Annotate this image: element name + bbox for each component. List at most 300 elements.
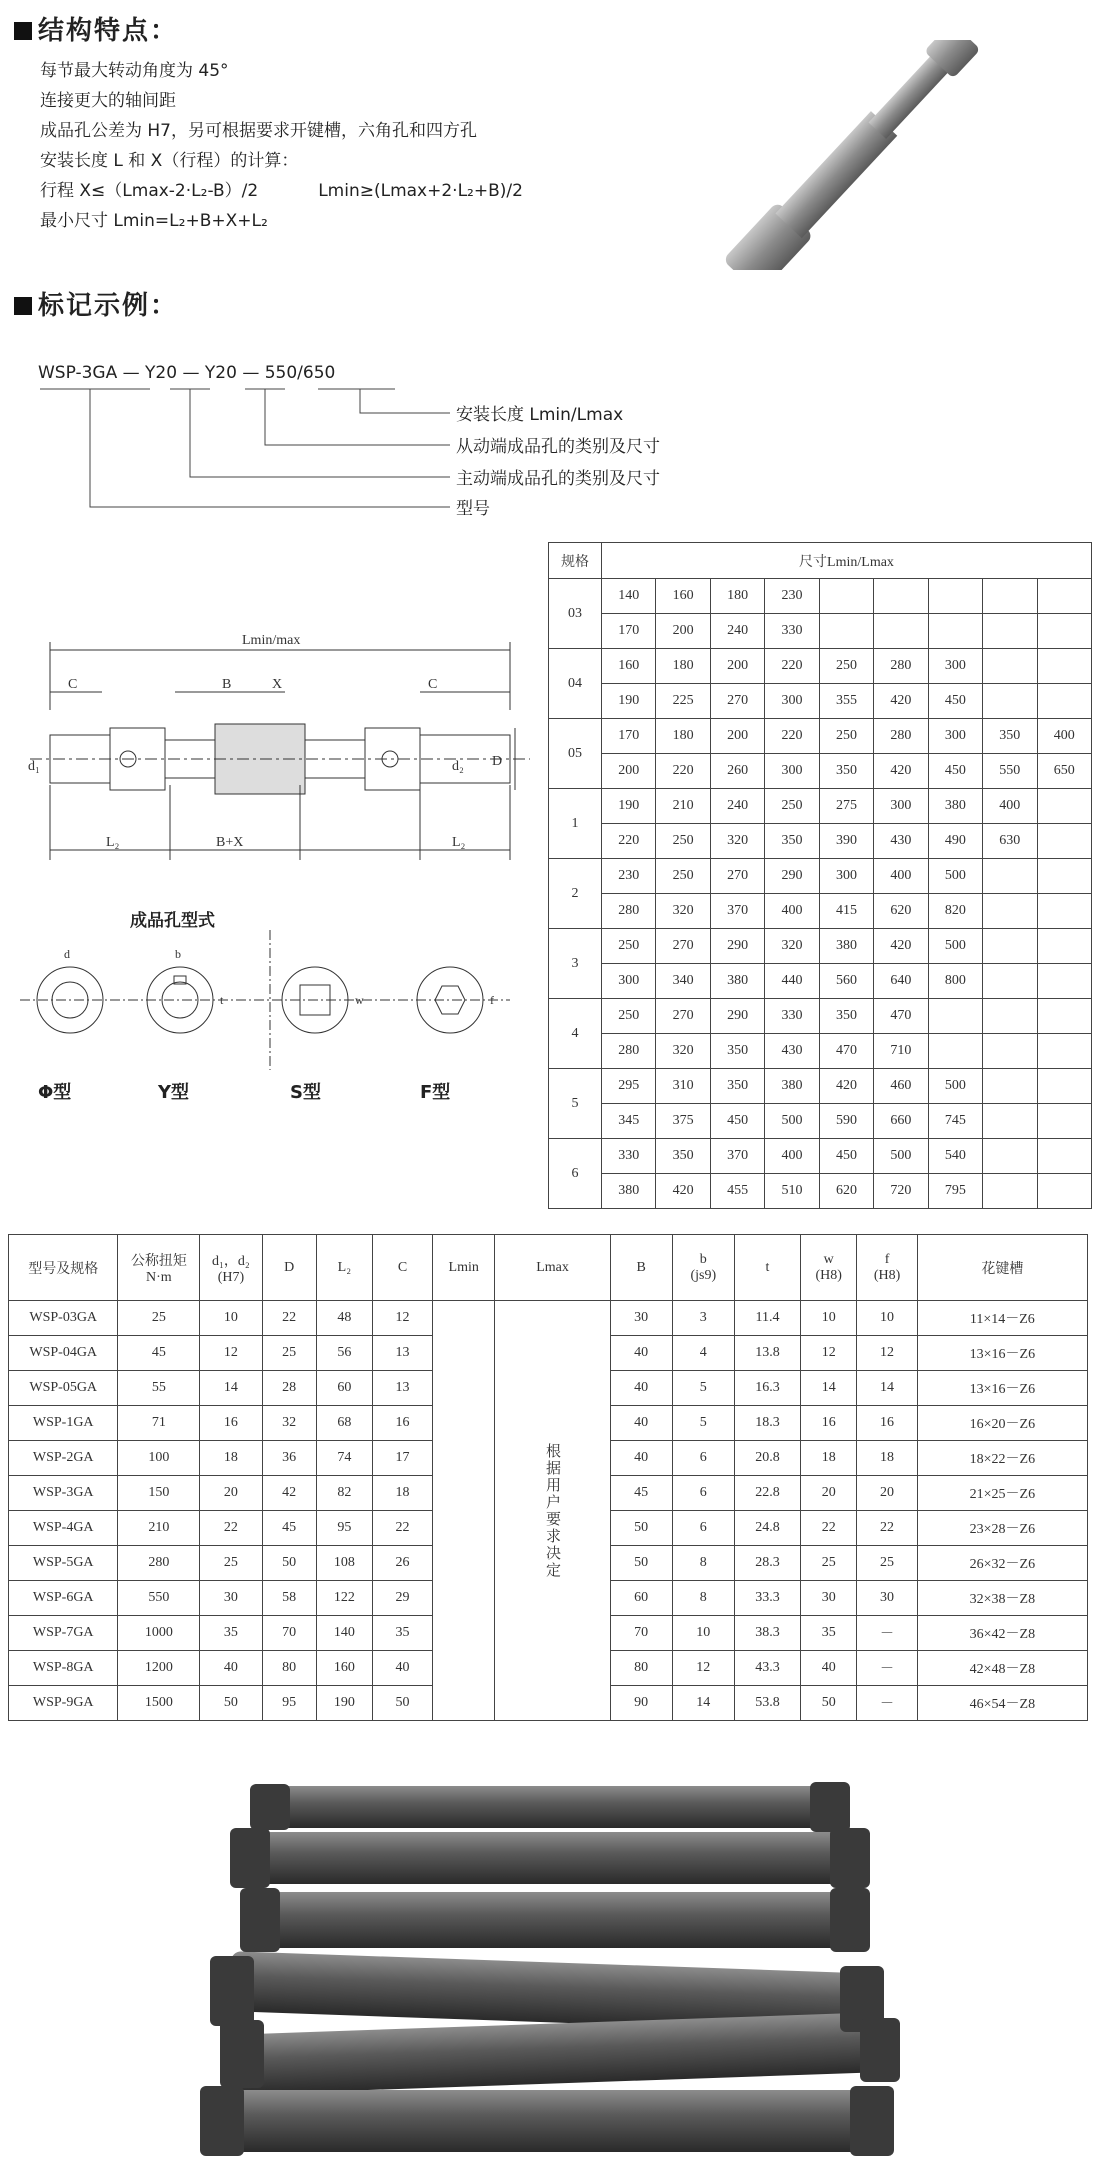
spec-table-cell: 12	[857, 1336, 917, 1371]
size-table-cell: 450	[710, 1104, 764, 1139]
svg-text:w: w	[355, 993, 364, 1007]
size-table-cell: 250	[656, 824, 710, 859]
size-table-cell	[1037, 929, 1092, 964]
spec-table-cell: 10	[672, 1616, 734, 1651]
spec-table-cell: 30	[610, 1301, 672, 1336]
size-table-cell	[1037, 684, 1092, 719]
size-table-cell: 230	[765, 579, 819, 614]
spec-table-cell: 16	[373, 1406, 433, 1441]
size-table-cell: 180	[656, 719, 710, 754]
spec-table-cell: 8	[672, 1546, 734, 1581]
size-table-cell: 415	[819, 894, 873, 929]
size-table-cell	[1037, 999, 1092, 1034]
size-table-cell	[1037, 1069, 1092, 1104]
spec-table-cell: 36×42－Z8	[917, 1616, 1087, 1651]
spec-table-cell: 70	[610, 1616, 672, 1651]
size-table-cell: 390	[819, 824, 873, 859]
spec-table-row	[9, 1301, 1088, 1336]
marking-code: WSP-3GA — Y20 — Y20 — 550/650	[38, 363, 336, 383]
spec-table-header: f (H8)	[857, 1235, 917, 1301]
spec-table-cell: 58	[262, 1581, 316, 1616]
spec-table-cell: 1500	[118, 1686, 200, 1721]
spec-table-cell: 24.8	[734, 1511, 800, 1546]
spec-table-cell: 3	[672, 1301, 734, 1336]
hole-types-caption: 成品孔型式	[130, 911, 215, 931]
size-table-cell: 380	[710, 964, 764, 999]
spec-table-cell: 16	[801, 1406, 857, 1441]
size-table-cell: 380	[819, 929, 873, 964]
size-table-cell: 470	[874, 999, 928, 1034]
spec-table-cell: 33.3	[734, 1581, 800, 1616]
spec-table-cell: 20	[857, 1476, 917, 1511]
size-table-row	[549, 579, 1092, 614]
size-table-cell: 350	[765, 824, 819, 859]
size-table-cell: 225	[656, 684, 710, 719]
spec-table-cell: 45	[262, 1511, 316, 1546]
size-table-cell: 350	[710, 1069, 764, 1104]
size-table-cell: 295	[602, 1069, 656, 1104]
size-table-cell	[1037, 1104, 1092, 1139]
spec-table-cell: 4	[672, 1336, 734, 1371]
size-table-cell: 190	[602, 684, 656, 719]
spec-table-cell: 108	[316, 1546, 372, 1581]
spec-table-cell: 18	[857, 1441, 917, 1476]
size-table-row	[549, 719, 1092, 754]
spec-table-cell: 12	[373, 1301, 433, 1336]
spec-table-cell: 14	[857, 1371, 917, 1406]
size-table-spec: 6	[549, 1139, 602, 1209]
size-table-cell: 370	[710, 1139, 764, 1174]
spec-table-cell: 71	[118, 1406, 200, 1441]
size-table-cell: 230	[602, 859, 656, 894]
spec-table-cell: 18.3	[734, 1406, 800, 1441]
spec-table-cell: 16×20－Z6	[917, 1406, 1087, 1441]
spec-table-cell: －	[857, 1616, 917, 1651]
spec-table-cell: 14	[200, 1371, 262, 1406]
spec-table-cell: 90	[610, 1686, 672, 1721]
spec-table-cell: 40	[610, 1371, 672, 1406]
spec-table-cell: WSP-7GA	[9, 1616, 118, 1651]
spec-table-cell: 10	[857, 1301, 917, 1336]
spec-table-cell: 35	[200, 1616, 262, 1651]
size-table-header-size: 尺寸Lmin/Lmax	[602, 543, 1092, 579]
size-table-cell: 200	[710, 649, 764, 684]
marking-label: 安装长度 Lmin/Lmax	[456, 405, 624, 425]
spec-table-cell: 26	[373, 1546, 433, 1581]
size-table-cell: 470	[819, 1034, 873, 1069]
marking-label: 从动端成品孔的类别及尺寸	[456, 437, 660, 457]
size-table-cell: 270	[656, 999, 710, 1034]
size-table-cell: 220	[602, 824, 656, 859]
size-table-cell	[983, 1174, 1037, 1209]
spec-table-cell: 50	[610, 1511, 672, 1546]
spec-table-cell: 30	[857, 1581, 917, 1616]
spec-table-cell: 13	[373, 1336, 433, 1371]
size-table-cell: 650	[1037, 754, 1092, 789]
size-table-cell: 160	[602, 649, 656, 684]
svg-text:C: C	[68, 677, 78, 692]
size-table-row	[549, 684, 1092, 719]
size-table-cell: 250	[819, 719, 873, 754]
size-table-cell: 400	[765, 1139, 819, 1174]
feature-line: 安装长度 L 和 X（行程）的计算：	[40, 151, 299, 171]
spec-table-cell: 150	[118, 1476, 200, 1511]
spec-table-header: w (H8)	[801, 1235, 857, 1301]
spec-table-cell: WSP-3GA	[9, 1476, 118, 1511]
spec-table-cell: 14	[801, 1371, 857, 1406]
size-table-cell: 300	[765, 754, 819, 789]
spec-table-cell: WSP-4GA	[9, 1511, 118, 1546]
size-table-cell	[983, 614, 1037, 649]
svg-text:B+X: B+X	[216, 835, 244, 850]
size-table-cell: 500	[874, 1139, 928, 1174]
size-table-row	[549, 894, 1092, 929]
size-table-cell: 380	[765, 1069, 819, 1104]
svg-text:b: b	[175, 947, 181, 961]
size-table-cell: 560	[819, 964, 873, 999]
spec-table-cell: 70	[262, 1616, 316, 1651]
size-table-cell	[1037, 824, 1092, 859]
feature-line: 最小尺寸 Lmin=L₂+B+X+L₂	[40, 211, 268, 231]
size-table-cell: 710	[874, 1034, 928, 1069]
spec-table-cell: 50	[610, 1546, 672, 1581]
size-table-cell: 200	[710, 719, 764, 754]
spec-table-cell: 16	[857, 1406, 917, 1441]
spec-table-cell: －	[857, 1686, 917, 1721]
spec-table-cell: 8	[672, 1581, 734, 1616]
size-table-row	[549, 1104, 1092, 1139]
spec-table-cell: 28.3	[734, 1546, 800, 1581]
size-table-row	[549, 614, 1092, 649]
size-table-cell	[983, 929, 1037, 964]
spec-table-header: t	[734, 1235, 800, 1301]
size-table-spec: 04	[549, 649, 602, 719]
spec-table-header: D	[262, 1235, 316, 1301]
spec-table-cell: 22	[262, 1301, 316, 1336]
size-table-cell: 350	[819, 754, 873, 789]
spec-table-cell: 18	[801, 1441, 857, 1476]
spec-table-cell: 11×14－Z6	[917, 1301, 1087, 1336]
size-table-cell	[983, 1139, 1037, 1174]
size-table-cell	[1037, 649, 1092, 684]
spec-table-cell: 10	[200, 1301, 262, 1336]
size-table-cell: 450	[928, 684, 982, 719]
size-table-cell: 300	[874, 789, 928, 824]
size-table-cell: 350	[710, 1034, 764, 1069]
spec-table-cell: 50	[200, 1686, 262, 1721]
size-table-cell: 250	[656, 859, 710, 894]
svg-text:L₂: L₂	[106, 835, 120, 850]
size-table-cell: 220	[765, 649, 819, 684]
svg-text:D: D	[492, 754, 503, 769]
size-table-spec: 03	[549, 579, 602, 649]
size-table-cell: 375	[656, 1104, 710, 1139]
spec-table-cell: 18	[373, 1476, 433, 1511]
size-table-cell: 400	[765, 894, 819, 929]
size-table-cell: 460	[874, 1069, 928, 1104]
spec-table-cell: 80	[262, 1651, 316, 1686]
spec-table-cell: 42	[262, 1476, 316, 1511]
spec-table-cell: 10	[801, 1301, 857, 1336]
size-table-cell: 320	[710, 824, 764, 859]
section-title-features: 结构特点：	[14, 10, 178, 47]
spec-table-cell: 16.3	[734, 1371, 800, 1406]
spec-table-cell: 6	[672, 1441, 734, 1476]
size-table-cell: 550	[983, 754, 1037, 789]
spec-table-cell: 36	[262, 1441, 316, 1476]
size-table-row	[549, 999, 1092, 1034]
feature-line: 成品孔公差为 H7，另可根据要求开键槽，六角孔和四方孔	[40, 121, 478, 141]
size-table-cell: 180	[656, 649, 710, 684]
size-table-cell: 210	[656, 789, 710, 824]
spec-table-cell: 30	[200, 1581, 262, 1616]
spec-table-cell: 22	[857, 1511, 917, 1546]
hole-type-label: S型	[290, 1082, 321, 1103]
spec-table-cell: 13.8	[734, 1336, 800, 1371]
size-table-cell: 660	[874, 1104, 928, 1139]
size-table-cell: 250	[819, 649, 873, 684]
spec-table-cell: 40	[610, 1336, 672, 1371]
spec-table-cell: 42×48－Z8	[917, 1651, 1087, 1686]
spec-table-cell: 40	[610, 1406, 672, 1441]
spec-table-cell: 50	[262, 1546, 316, 1581]
spec-table-cell: 6	[672, 1476, 734, 1511]
spec-table-cell: 82	[316, 1476, 372, 1511]
size-table-cell	[1037, 614, 1092, 649]
size-table-cell: 280	[874, 649, 928, 684]
spec-table-cell: 26×32－Z6	[917, 1546, 1087, 1581]
spec-table-cell: WSP-1GA	[9, 1406, 118, 1441]
spec-table-lmin	[433, 1301, 495, 1721]
spec-table-header: Lmin	[433, 1235, 495, 1301]
size-table-cell: 540	[928, 1139, 982, 1174]
size-table-cell: 310	[656, 1069, 710, 1104]
size-table-cell: 270	[656, 929, 710, 964]
size-table-cell: 300	[602, 964, 656, 999]
size-table-cell: 800	[928, 964, 982, 999]
size-table-row	[549, 964, 1092, 999]
hole-type-label: Y型	[158, 1082, 190, 1103]
size-table-cell: 380	[928, 789, 982, 824]
spec-table-cell: WSP-04GA	[9, 1336, 118, 1371]
size-table-cell: 630	[983, 824, 1037, 859]
spec-table-cell: 40	[610, 1441, 672, 1476]
size-table-cell: 450	[819, 1139, 873, 1174]
size-table-cell: 400	[874, 859, 928, 894]
size-table-cell: 420	[874, 929, 928, 964]
size-table-cell	[928, 579, 982, 614]
spec-table-cell: 45	[118, 1336, 200, 1371]
svg-text:d₂: d₂	[452, 759, 464, 774]
size-table-spec: 1	[549, 789, 602, 859]
size-table-cell: 290	[710, 999, 764, 1034]
size-table-cell: 330	[765, 614, 819, 649]
spec-table-cell: 20	[801, 1476, 857, 1511]
spec-table-cell: 16	[200, 1406, 262, 1441]
spec-table-cell: 25	[801, 1546, 857, 1581]
spec-table-cell: 46×54－Z8	[917, 1686, 1087, 1721]
spec-table-cell: 1000	[118, 1616, 200, 1651]
section-title-marking: 标记示例：	[14, 285, 178, 322]
size-table-cell	[1037, 789, 1092, 824]
spec-table-cell: 35	[373, 1616, 433, 1651]
spec-table-cell: WSP-9GA	[9, 1686, 118, 1721]
size-table-cell: 330	[602, 1139, 656, 1174]
spec-table-header: d₁，d₂ (H7)	[200, 1235, 262, 1301]
size-table-cell: 350	[656, 1139, 710, 1174]
size-table-cell: 300	[928, 719, 982, 754]
spec-table-cell: 18	[200, 1441, 262, 1476]
size-table-cell: 420	[656, 1174, 710, 1209]
size-table-cell: 430	[874, 824, 928, 859]
size-table-cell: 280	[874, 719, 928, 754]
size-table	[548, 542, 1092, 1209]
feature-line: 连接更大的轴间距	[40, 91, 176, 111]
spec-table-cell: 40	[801, 1651, 857, 1686]
size-table-cell: 430	[765, 1034, 819, 1069]
size-table-cell: 260	[710, 754, 764, 789]
spec-table-cell: 13×16－Z6	[917, 1336, 1087, 1371]
spec-table-cell: 55	[118, 1371, 200, 1406]
size-table-cell: 420	[874, 684, 928, 719]
spec-table-cell: 11.4	[734, 1301, 800, 1336]
size-table-cell: 450	[928, 754, 982, 789]
size-table-cell: 275	[819, 789, 873, 824]
size-table-cell	[1037, 859, 1092, 894]
size-table-row	[549, 1174, 1092, 1209]
spec-table-cell: 32×38－Z8	[917, 1581, 1087, 1616]
spec-table-cell: 22.8	[734, 1476, 800, 1511]
spec-table-cell: 56	[316, 1336, 372, 1371]
size-table-cell: 510	[765, 1174, 819, 1209]
spec-table-cell: 53.8	[734, 1686, 800, 1721]
size-table-cell: 345	[602, 1104, 656, 1139]
spec-table-cell: WSP-6GA	[9, 1581, 118, 1616]
size-table-cell: 490	[928, 824, 982, 859]
size-table-cell	[819, 614, 873, 649]
size-table-cell	[1037, 579, 1092, 614]
size-table-cell: 370	[710, 894, 764, 929]
spec-table-header: 型号及规格	[9, 1235, 118, 1301]
size-table-cell: 340	[656, 964, 710, 999]
size-table-cell: 420	[819, 1069, 873, 1104]
spec-table-cell: 25	[262, 1336, 316, 1371]
size-table-cell: 420	[874, 754, 928, 789]
spec-table-cell: 12	[801, 1336, 857, 1371]
spec-table-cell: 25	[118, 1301, 200, 1336]
spec-table-cell: WSP-5GA	[9, 1546, 118, 1581]
size-table-cell: 440	[765, 964, 819, 999]
spec-table-cell: －	[857, 1651, 917, 1686]
spec-table-cell: 50	[801, 1686, 857, 1721]
size-table-cell: 170	[602, 719, 656, 754]
size-table-cell: 270	[710, 684, 764, 719]
spec-table-cell: 32	[262, 1406, 316, 1441]
features-list	[40, 56, 523, 236]
spec-table-cell: 12	[672, 1651, 734, 1686]
spec-table-cell: 48	[316, 1301, 372, 1336]
size-table-cell: 200	[602, 754, 656, 789]
marking-label: 型号	[456, 499, 490, 519]
spec-table-cell: 22	[801, 1511, 857, 1546]
spec-table-cell: 190	[316, 1686, 372, 1721]
formula-line: 行程 X≤（Lmax-2·L₂-B）/2 Lmin≥(Lmax+2·L₂+B)/2	[40, 181, 523, 201]
spec-table-cell: 80	[610, 1651, 672, 1686]
size-table-cell: 620	[819, 1174, 873, 1209]
size-table-cell	[983, 1069, 1037, 1104]
spec-table-cell: 25	[200, 1546, 262, 1581]
size-table-cell: 590	[819, 1104, 873, 1139]
size-table-cell: 500	[928, 929, 982, 964]
spec-table-header: L₂	[316, 1235, 372, 1301]
size-table-cell	[1037, 1174, 1092, 1209]
spec-table-cell: 22	[200, 1511, 262, 1546]
spec-table	[8, 1234, 1088, 1721]
size-table-cell: 320	[656, 894, 710, 929]
spec-table-cell: WSP-03GA	[9, 1301, 118, 1336]
size-table-cell: 795	[928, 1174, 982, 1209]
spec-table-cell: 1200	[118, 1651, 200, 1686]
spec-table-cell: 12	[200, 1336, 262, 1371]
hole-types-drawing	[10, 930, 530, 1080]
size-table-cell	[983, 649, 1037, 684]
size-table-row	[549, 824, 1092, 859]
size-table-cell: 240	[710, 614, 764, 649]
size-table-cell: 250	[765, 789, 819, 824]
spec-table-cell: 23×28－Z6	[917, 1511, 1087, 1546]
spec-table-cell: 18×22－Z6	[917, 1441, 1087, 1476]
size-table-row	[549, 789, 1092, 824]
size-table-cell	[874, 579, 928, 614]
size-table-cell: 720	[874, 1174, 928, 1209]
spec-table-header: Lmax	[495, 1235, 610, 1301]
spec-table-cell: 28	[262, 1371, 316, 1406]
spec-table-cell: 50	[373, 1686, 433, 1721]
spec-table-cell: 30	[801, 1581, 857, 1616]
spec-table-cell: 5	[672, 1406, 734, 1441]
spec-table-cell: 20	[200, 1476, 262, 1511]
size-table-cell: 300	[765, 684, 819, 719]
size-table-cell: 280	[602, 894, 656, 929]
hole-type-label: Φ型	[38, 1082, 72, 1103]
spec-table-cell: 74	[316, 1441, 372, 1476]
spec-table-cell: 35	[801, 1616, 857, 1651]
size-table-cell	[1037, 1139, 1092, 1174]
spec-table-cell: 21×25－Z6	[917, 1476, 1087, 1511]
size-table-cell: 320	[765, 929, 819, 964]
size-table-cell: 290	[765, 859, 819, 894]
spec-table-cell: 140	[316, 1616, 372, 1651]
spec-table-cell: 122	[316, 1581, 372, 1616]
spec-table-cell: 13×16－Z6	[917, 1371, 1087, 1406]
spec-table-merged-note: 根据用户要求决定	[495, 1301, 610, 1721]
size-table-cell: 350	[819, 999, 873, 1034]
hole-type-label: F型	[420, 1082, 451, 1103]
spec-table-cell: 210	[118, 1511, 200, 1546]
size-table-cell: 250	[602, 929, 656, 964]
spec-table-cell: 13	[373, 1371, 433, 1406]
size-table-cell: 250	[602, 999, 656, 1034]
spec-table-cell: 100	[118, 1441, 200, 1476]
svg-text:X: X	[272, 677, 283, 692]
size-table-cell: 180	[710, 579, 764, 614]
size-table-cell: 200	[656, 614, 710, 649]
size-table-cell	[983, 999, 1037, 1034]
spec-table-header: C	[373, 1235, 433, 1301]
svg-text:d: d	[64, 947, 70, 961]
size-table-cell: 270	[710, 859, 764, 894]
size-table-cell	[928, 1034, 982, 1069]
